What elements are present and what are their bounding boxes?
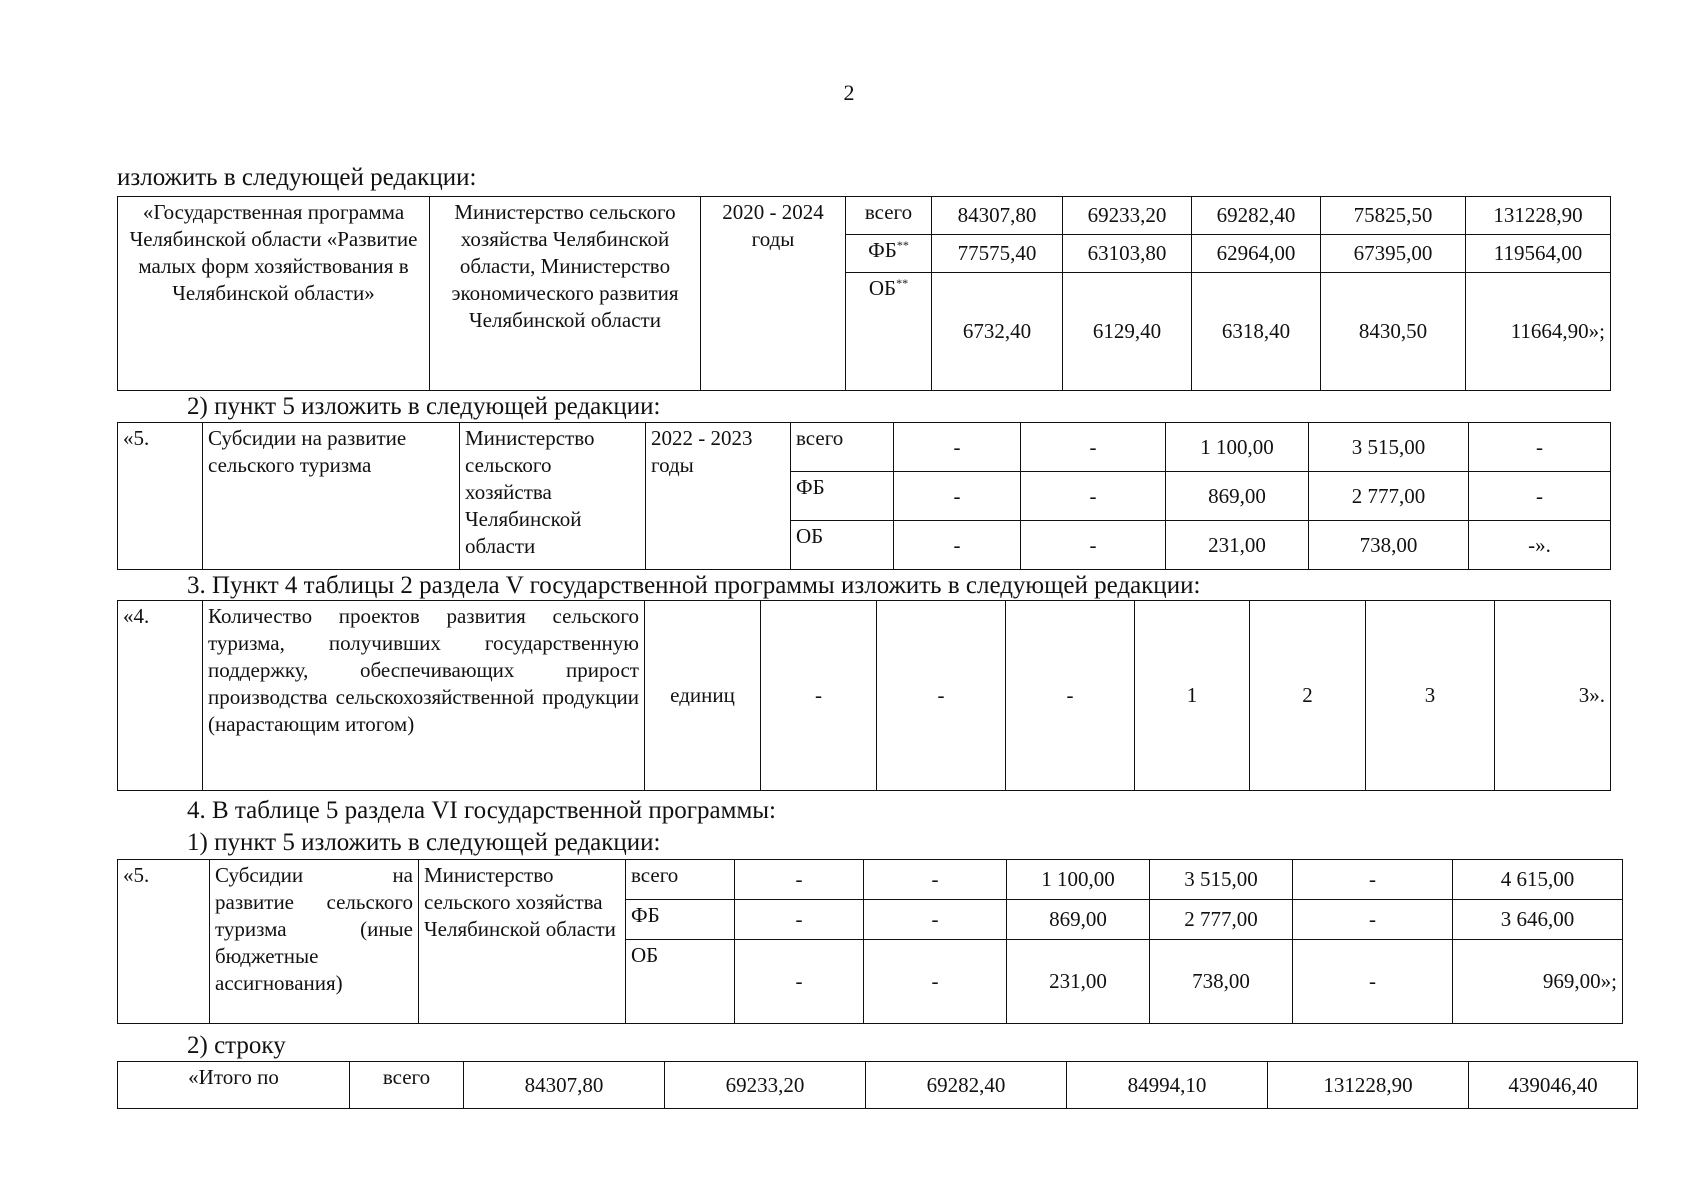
total-label: «Итого по [118, 1062, 350, 1109]
value-cell: 69233,20 [665, 1062, 866, 1109]
row-label: всего [626, 860, 735, 900]
value-cell: 3 646,00 [1453, 900, 1623, 940]
value-cell: 67395,00 [1321, 235, 1466, 273]
value-cell: 131228,90 [1268, 1062, 1469, 1109]
item-name: Субсидии на развитие сельского туризма (иные бюджетные ассигнования) [210, 860, 419, 1024]
value-cell: - [1021, 472, 1166, 521]
value-cell: 6732,40 [932, 273, 1063, 391]
value-cell: - [1021, 521, 1166, 570]
value-cell: - [877, 601, 1006, 791]
row-label-text: ФБ [868, 238, 897, 262]
value-cell: 738,00 [1150, 940, 1293, 1024]
value-cell: 2 [1250, 601, 1366, 791]
value-cell: 3 515,00 [1150, 860, 1293, 900]
value-cell: - [735, 860, 864, 900]
value-cell: 231,00 [1007, 940, 1150, 1024]
row-label: всего [846, 197, 932, 235]
value-cell: 2 777,00 [1150, 900, 1293, 940]
value-cell: 62964,00 [1192, 235, 1321, 273]
value-cell: -». [1469, 521, 1611, 570]
value-cell: - [864, 940, 1007, 1024]
paragraph-item-4-2: 2) строку [187, 1032, 286, 1059]
value-cell: - [761, 601, 877, 791]
table-program-funding [117, 196, 1611, 391]
value-cell: - [1021, 423, 1166, 472]
item-name: Субсидии на развитие сельского туризма [203, 423, 460, 570]
value-cell: 2 777,00 [1309, 472, 1469, 521]
value-cell: - [864, 860, 1007, 900]
value-cell: - [894, 521, 1021, 570]
row-label: ФБ [626, 900, 735, 940]
value-cell: - [1293, 860, 1453, 900]
row-label [846, 235, 932, 273]
value-cell: - [894, 472, 1021, 521]
value-cell: - [864, 900, 1007, 940]
value-cell: 3 [1366, 601, 1495, 791]
value-cell: - [735, 900, 864, 940]
value-cell: - [735, 940, 864, 1024]
row-label: всего [350, 1062, 464, 1109]
value-cell: - [1293, 940, 1453, 1024]
value-cell: 3 515,00 [1309, 423, 1469, 472]
value-cell: - [894, 423, 1021, 472]
paragraph-item-3: 3. Пункт 4 таблицы 2 раздела V государственной программы изложить в следующей редакции: [187, 572, 1201, 599]
unit-cell: единиц [645, 601, 761, 791]
paragraph-item-4-1: 1) пункт 5 изложить в следующей редакции: [187, 829, 661, 856]
value-cell: 3». [1495, 601, 1611, 791]
value-cell: 869,00 [1007, 900, 1150, 940]
value-cell: 84307,80 [932, 197, 1063, 235]
value-cell: 11664,90»; [1466, 273, 1611, 391]
value-cell: 75825,50 [1321, 197, 1466, 235]
value-cell: 119564,00 [1466, 235, 1611, 273]
row-label: ФБ [791, 472, 894, 521]
value-cell: 63103,80 [1063, 235, 1192, 273]
executor-cell: Министерство сельского хозяйства Челябинской области [460, 423, 646, 570]
table-total-row [117, 1061, 1638, 1109]
paragraph-item-4: 4. В таблице 5 раздела VI государственной программы: [187, 797, 777, 824]
value-cell: 77575,40 [932, 235, 1063, 273]
footnote-mark: ** [896, 276, 909, 290]
value-cell: 69282,40 [866, 1062, 1067, 1109]
row-label: ОБ [626, 940, 735, 1024]
value-cell: 69282,40 [1192, 197, 1321, 235]
value-cell: 6318,40 [1192, 273, 1321, 391]
page-number: 2 [843, 80, 855, 105]
executor-cell: Министерство сельского хозяйства Челябинской области, Министерство экономического развития Челябинской области [430, 197, 701, 391]
item-number: «4. [118, 601, 203, 791]
value-cell: 1 100,00 [1166, 423, 1309, 472]
executor-cell: Министерство сельского хозяйства Челябинской области [419, 860, 626, 1024]
row-label: всего [791, 423, 894, 472]
table-section-vi-item-5 [117, 859, 1623, 1024]
item-number: «5. [118, 860, 210, 1024]
value-cell: 4 615,00 [1453, 860, 1623, 900]
value-cell: 231,00 [1166, 521, 1309, 570]
value-cell: - [1469, 472, 1611, 521]
program-name-cell: «Государственная программа Челябинской области «Развитие малых форм хозяйствования в Челябинской области» [118, 197, 430, 391]
value-cell: - [1293, 900, 1453, 940]
value-cell: 969,00»; [1453, 940, 1623, 1024]
value-cell: 6129,40 [1063, 273, 1192, 391]
indicator-name: Количество проектов развития сельского туризма, получивших государственную поддержку, обеспечивающих прирост производства сельскохозяйственной продукции (нарастающим итогом) [203, 601, 645, 791]
value-cell: 8430,50 [1321, 273, 1466, 391]
paragraph-item-2: 2) пункт 5 изложить в следующей редакции: [187, 393, 661, 420]
item-number: «5. [118, 423, 203, 570]
paragraph-intro: изложить в следующей редакции: [117, 164, 477, 191]
value-cell: - [1469, 423, 1611, 472]
row-label: ОБ [791, 521, 894, 570]
footnote-mark: ** [896, 238, 909, 252]
row-label [846, 273, 932, 391]
value-cell: 131228,90 [1466, 197, 1611, 235]
table-indicator [117, 600, 1611, 791]
value-cell: 439046,40 [1469, 1062, 1638, 1109]
value-cell: 738,00 [1309, 521, 1469, 570]
years-cell: 2022 - 2023 годы [646, 423, 791, 570]
row-label-text: ОБ [868, 276, 897, 300]
table-item-5 [117, 422, 1611, 570]
value-cell: 869,00 [1166, 472, 1309, 521]
value-cell: 84994,10 [1067, 1062, 1268, 1109]
years-cell: 2020 - 2024 годы [701, 197, 846, 391]
value-cell: 69233,20 [1063, 197, 1192, 235]
value-cell: 1 [1135, 601, 1250, 791]
value-cell: 1 100,00 [1007, 860, 1150, 900]
value-cell: 84307,80 [464, 1062, 665, 1109]
value-cell: - [1006, 601, 1135, 791]
